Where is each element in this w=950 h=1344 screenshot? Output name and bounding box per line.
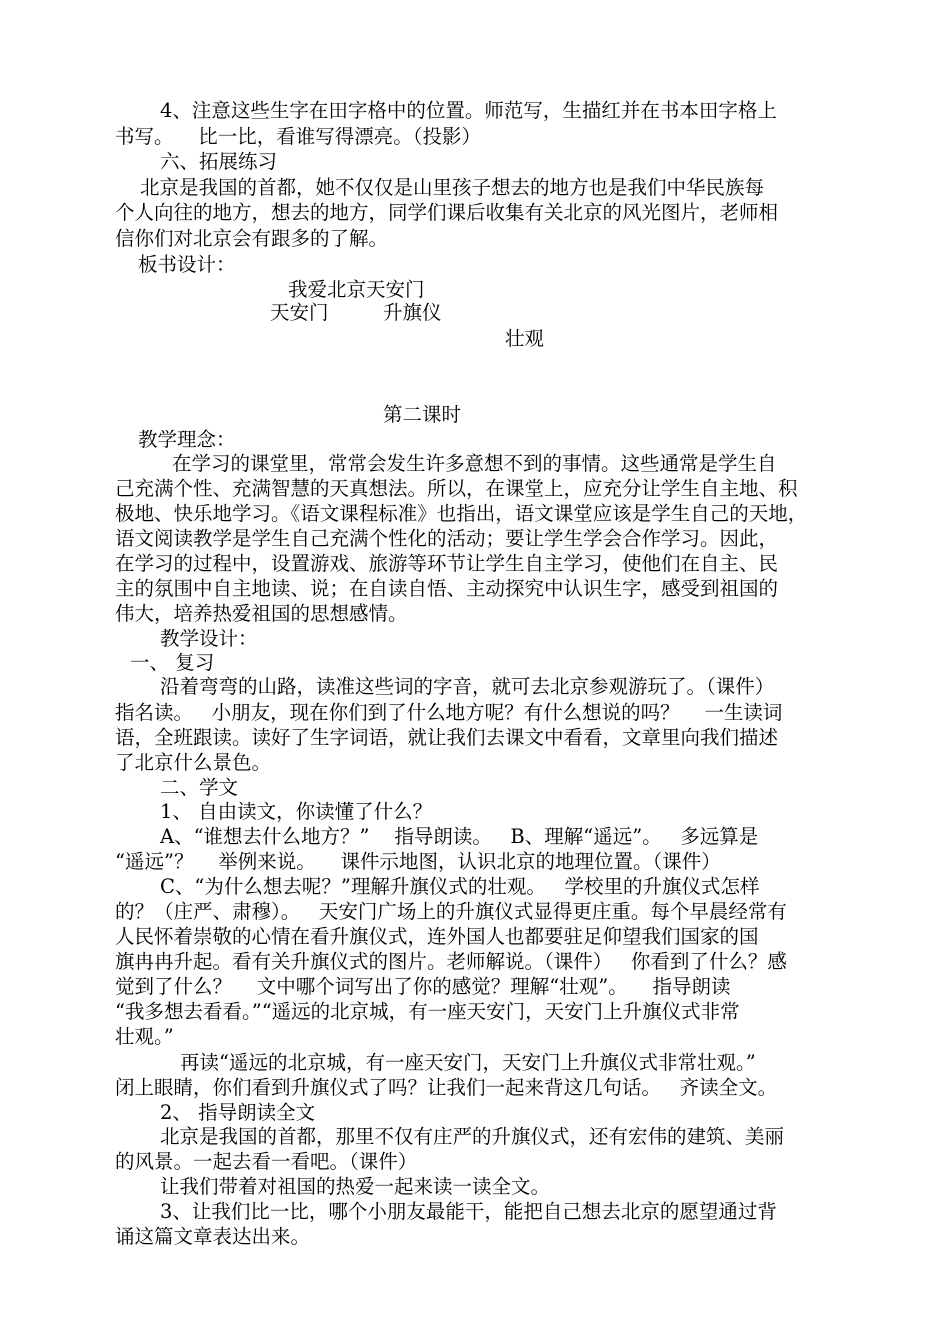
text-line: 北京是我国的首都，她不仅仅是山里孩子想去的地方也是我们中华民族每 [140,176,765,199]
text-line: 闭上眼睛，你们看到升旗仪式了吗？让我们一起来背这几句话。 齐读全文。 [115,1076,778,1099]
text-line: “我多想去看看。”“遥远的北京城，有一座天安门，天安门上升旗仪式非常 [115,1000,740,1023]
text-line: 在学习的课堂里，常常会发生许多意想不到的事情。这些通常是学生自 [172,452,777,475]
section-heading: 六、拓展练习 [160,150,278,173]
text-line: 了北京什么景色。 [115,751,272,774]
text-line: 的？（庄严、肃穆）。 天安门广场上的升旗仪式显得更庄重。每个早晨经常有 [115,900,787,923]
text-line: 在学习的过程中，设置游戏、旅游等环节让学生自主学习，使他们在自主、民 [115,552,779,575]
text-line: 旗冉冉升起。看有关升旗仪式的图片。老师解说。（课件） 你看到了什么？感 [115,950,787,973]
text-line: 伟大，培养热爱祖国的思想感情。 [115,602,408,625]
text-line: “遥远”？ 举例来说。 课件示地图，认识北京的地理位置。（课件） [115,850,721,873]
text-line: A、“谁想去什么地方？” 指导朗读。 B、理解“遥远”。 多远算是 [160,825,759,848]
text-line: 北京是我国的首都，那里不仅有庄严的升旗仪式，还有宏伟的建筑、美丽 [160,1125,785,1148]
text-line: 书写。 比一比，看谁写得漂亮。（投影） [115,125,482,148]
text-line: 极地、快乐地学习。《语文课程标准》也指出，语文课堂应该是学生自己的天地， [115,502,808,525]
board-title: 我爱北京天安门 [288,278,425,301]
board-item: 天安门 [270,301,329,324]
text-line: 指名读。 小朋友，现在你们到了什么地方呢？有什么想说的吗？ 一生读词 [115,701,783,724]
text-line: 4、注意这些生字在田字格中的位置。师范写，生描红并在书本田字格上 [160,99,777,122]
text-line: C、“为什么想去呢？”理解升旗仪式的壮观。 学校里的升旗仪式怎样 [160,875,760,898]
section-heading: 一、 复习 [130,651,215,674]
text-line: 的风景。一起去看一看吧。（课件） [115,1150,418,1173]
text-line: 1、 自由读文，你读懂了什么？ [160,800,433,823]
text-line: 2、 指导朗读全文 [160,1101,316,1124]
text-line: 己充满个性、充满智慧的天真想法。所以，在课堂上，应充分让学生自主地、积 [115,477,798,500]
text-line: 让我们带着对祖国的热爱一起来读一读全文。 [160,1175,551,1198]
text-line: 3、让我们比一比，哪个小朋友最能干，能把自己想去北京的愿望通过背 [160,1200,777,1223]
text-line: 语，全班跟读。读好了生字词语，就让我们去课文中看看，文章里向我们描述 [115,726,779,749]
section-heading: 教学设计： [160,627,258,650]
section-heading: 板书设计： [138,253,236,276]
text-line: 信你们对北京会有跟多的了解。 [115,227,389,250]
board-item: 壮观 [505,327,545,350]
board-item: 升旗仪 [383,301,442,324]
text-line: 觉到了什么？ 文中哪个词写出了你的感觉？理解“壮观”。 指导朗读 [115,975,731,998]
section-heading: 二、学文 [160,776,239,799]
text-line: 人民怀着崇敬的心情在看升旗仪式，连外国人也都要驻足仰望我们国家的国 [115,925,759,948]
text-line: 沿着弯弯的山路，读准这些词的字音，就可去北京参观游玩了。（课件） [160,675,775,698]
text-line: 再读“遥远的北京城，有一座天安门，天安门上升旗仪式非常壮观。” [180,1051,756,1074]
lesson-title: 第二课时 [383,403,462,426]
text-line: 主的氛围中自主地读、说；在自读自悟、主动探究中认识生字，感受到祖国的 [115,577,779,600]
text-line: 诵这篇文章表达出来。 [115,1225,311,1248]
text-line: 壮观。” [115,1025,174,1048]
section-heading: 教学理念： [138,428,236,451]
text-line: 语文阅读教学是学生自己充满个性化的活动；要让学生学会合作学习。因此， [115,527,779,550]
text-line: 个人向往的地方，想去的地方，同学们课后收集有关北京的风光图片，老师相 [115,201,779,224]
